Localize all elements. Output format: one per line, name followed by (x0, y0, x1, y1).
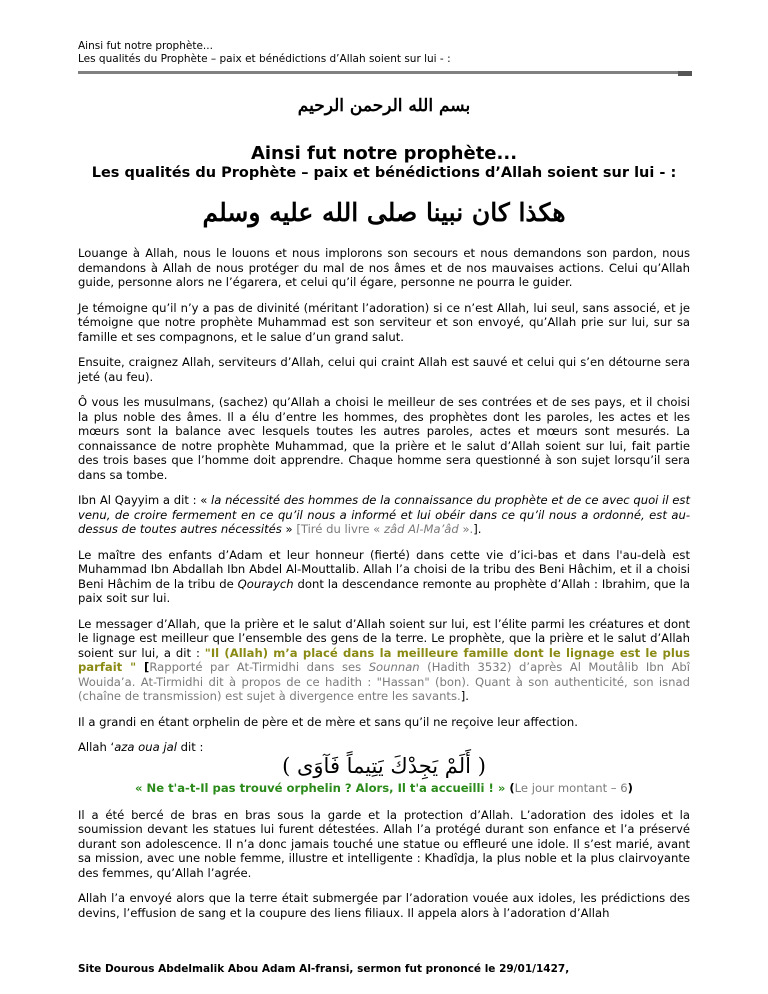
page-title: Ainsi fut notre prophète... (250, 143, 518, 164)
p5-source-open: [Tiré du livre « (296, 522, 384, 536)
ibn-qayyim-quote: la nécessité des hommes de la connaissance du prophète et de ce avec quoi il est venu, de croire fermement en ce qu’il nous a informé et lui obéir dans ce qu’il nous a ordonné, est au-dessus de toutes autres nécessités (78, 493, 690, 536)
verse-ref-open: ( (505, 781, 515, 795)
p7-ref-close: ]. (460, 689, 469, 703)
paragraph-11: Allah l’a envoyé alors que la terre était submergée par l’adoration vouée aux idoles, les prédictions des devins, l’effusion de sang et la coupure des liens filiaux. Il appela alors à l’adoration d’Allah (78, 891, 690, 920)
paragraph-6 (78, 548, 690, 606)
header-divider (78, 71, 692, 74)
paragraph-5 (78, 493, 690, 537)
paragraph-7 (78, 617, 690, 704)
paragraph-4: Ô vous les musulmans, (sachez) qu’Allah a choisi le meilleur de ses contrées et de ses pays, et il choisi la plus noble des âmes. Il a élu d’entre les hommes, des prophètes dont les paroles, les actes et les mœurs sont la balance avec lesquels toutes les autres paroles, actes et mœurs sont mesurés. La connaissance de notre prophète Muhammad, que la prière et le salut d’Allah soient sur lui, fait partie des trois bases que l’homme doit apprendre. Chaque homme sera questionné à son sujet lorsqu’il sera dans sa tombe. (78, 395, 690, 482)
p9-italic: aza oua jal (114, 740, 177, 754)
paragraph-8: Il a grandi en étant orphelin de père et de mère et sans qu’il ne reçoive leur affection. (78, 714, 578, 729)
running-header (78, 40, 451, 66)
hadith-reference (78, 660, 690, 703)
p5-quote-close: » (281, 522, 297, 536)
p5-intro: Ibn Al Qayyim a dit : « (78, 493, 212, 507)
quran-verse-translation (78, 781, 690, 796)
basmala: بسم الله الرحمن الرحيم (297, 96, 471, 116)
p6-text-end: dont la descendance remonte au prophète d’Allah : Ibrahim, que la paix soit sur lui. (78, 576, 690, 605)
page-subtitle: Les qualités du Prophète – paix et bénédictions d’Allah soient sur lui - : (91, 165, 677, 181)
p6-tribe: Qouraych (237, 576, 294, 591)
p7-ref-open: [ (136, 660, 150, 674)
p6-text: Le maître des enfants d’Adam et leur honneur (fierté) dans cette vie d’ici-bas et dans l'au-delà est Muhammad Ibn Abdallah Ibn Abdel Al-Mouttalib. Allah l’a choisi de la tribu des Beni Hâchim, et il a choisi Beni Hâchim de la tribu de (78, 547, 690, 591)
paragraph-1: Louange à Allah, nous le louons et nous implorons son secours et nous demandons son pardon, nous demandons à Allah de nous protéger du mal de nos âmes et de nos mauvaises actions. Celui qu’Allah guide, personne alors ne l’égarera, et celui qu’il égare, personne ne pourra le guider. (78, 246, 690, 289)
header-subtitle: Les qualités du Prophète – paix et bénédictions d’Allah soient sur lui - : (78, 53, 451, 65)
page-footer: Site Dourous Abdelmalik Abou Adam Al-fransi, sermon fut prononcé le 29/01/1427, (78, 963, 570, 975)
p7-ref-part2: (Hadith 3532) d’après Al Moutâlib Ibn Abî Wouida’a. At-Tirmidhi dit à propos de ce hadith : "Hassan" (bon). Quant à son authenticité, son isnad (chaîne de transmission) est sujet à divergence entre les savants. (78, 660, 690, 703)
p7-ref-book: Sounnan (368, 660, 420, 674)
verse-translation-text: « Ne t'a-t-Il pas trouvé orphelin ? Alors, Il t'a accueilli ! » (135, 781, 506, 795)
p5-source-close: ». (458, 522, 474, 536)
header-title: Ainsi fut notre prophète... (78, 40, 213, 52)
quran-verse-arabic: ( أَلَمْ يَجِدْكَ يَتِيماً فَآوَى ) (282, 753, 486, 778)
p5-bracket: ]. (473, 522, 482, 536)
paragraph-2: Je témoigne qu’il n’y a pas de divinité (méritant l’adoration) si ce n’est Allah, lui seul, sans associé, et je témoigne que notre prophète Muhammad est son serviteur et son envoyé, qu’Allah prie sur lui, sur sa famille et ses compagnons, et le salue d’un grand salut. (78, 300, 690, 344)
hadith-quote: "Il (Allah) m’a placé dans la meilleure famille dont le lignage est le plus parfait " (78, 645, 690, 674)
p9-text-end: dit : (176, 740, 204, 754)
p5-source-book: zâd Al-Ma’âd (383, 522, 459, 536)
sermon-body (78, 246, 690, 931)
verse-reference: Le jour montant – 6 (514, 781, 628, 795)
p9-text: Allah ‘ (78, 740, 115, 754)
p7-text: Le messager d’Allah, que la prière et le salut d’Allah soient sur lui, est l’élite parmi les créatures et dont le lignage est meilleur que l’ensemble des gens de la terre. Le prophète, que la prière et le salut d’Allah soient sur lui, a dit : (78, 616, 690, 660)
verse-ref-close: ) (627, 781, 633, 795)
paragraph-10: Il a été bercé de bras en bras sous la garde et la protection d’Allah. L’adoration des idoles et la soumission devant les statues lui furent détestées. Allah l’a protégé durant son enfance et l’a préservé durant son adolescence. Il n’a donc jamais touché une statue ou effleuré une idole. Il s’est marié, avant sa mission, avec une noble femme, illustre et intelligente : Khadîdja, la plus noble et la plus clairvoyante des femmes, qu’Allah l’agrée. (78, 807, 690, 880)
arabic-title: هكذا كان نبينا صلى الله عليه وسلم (202, 198, 566, 227)
p7-ref-part1: Rapporté par At-Tirmidhi dans ses (149, 660, 369, 674)
paragraph-3: Ensuite, craignez Allah, serviteurs d’Allah, celui qui craint Allah est sauvé et celui qui s’en détourne sera jeté (au feu). (78, 355, 690, 384)
paragraph-9 (78, 740, 690, 755)
p5-source (296, 522, 473, 536)
